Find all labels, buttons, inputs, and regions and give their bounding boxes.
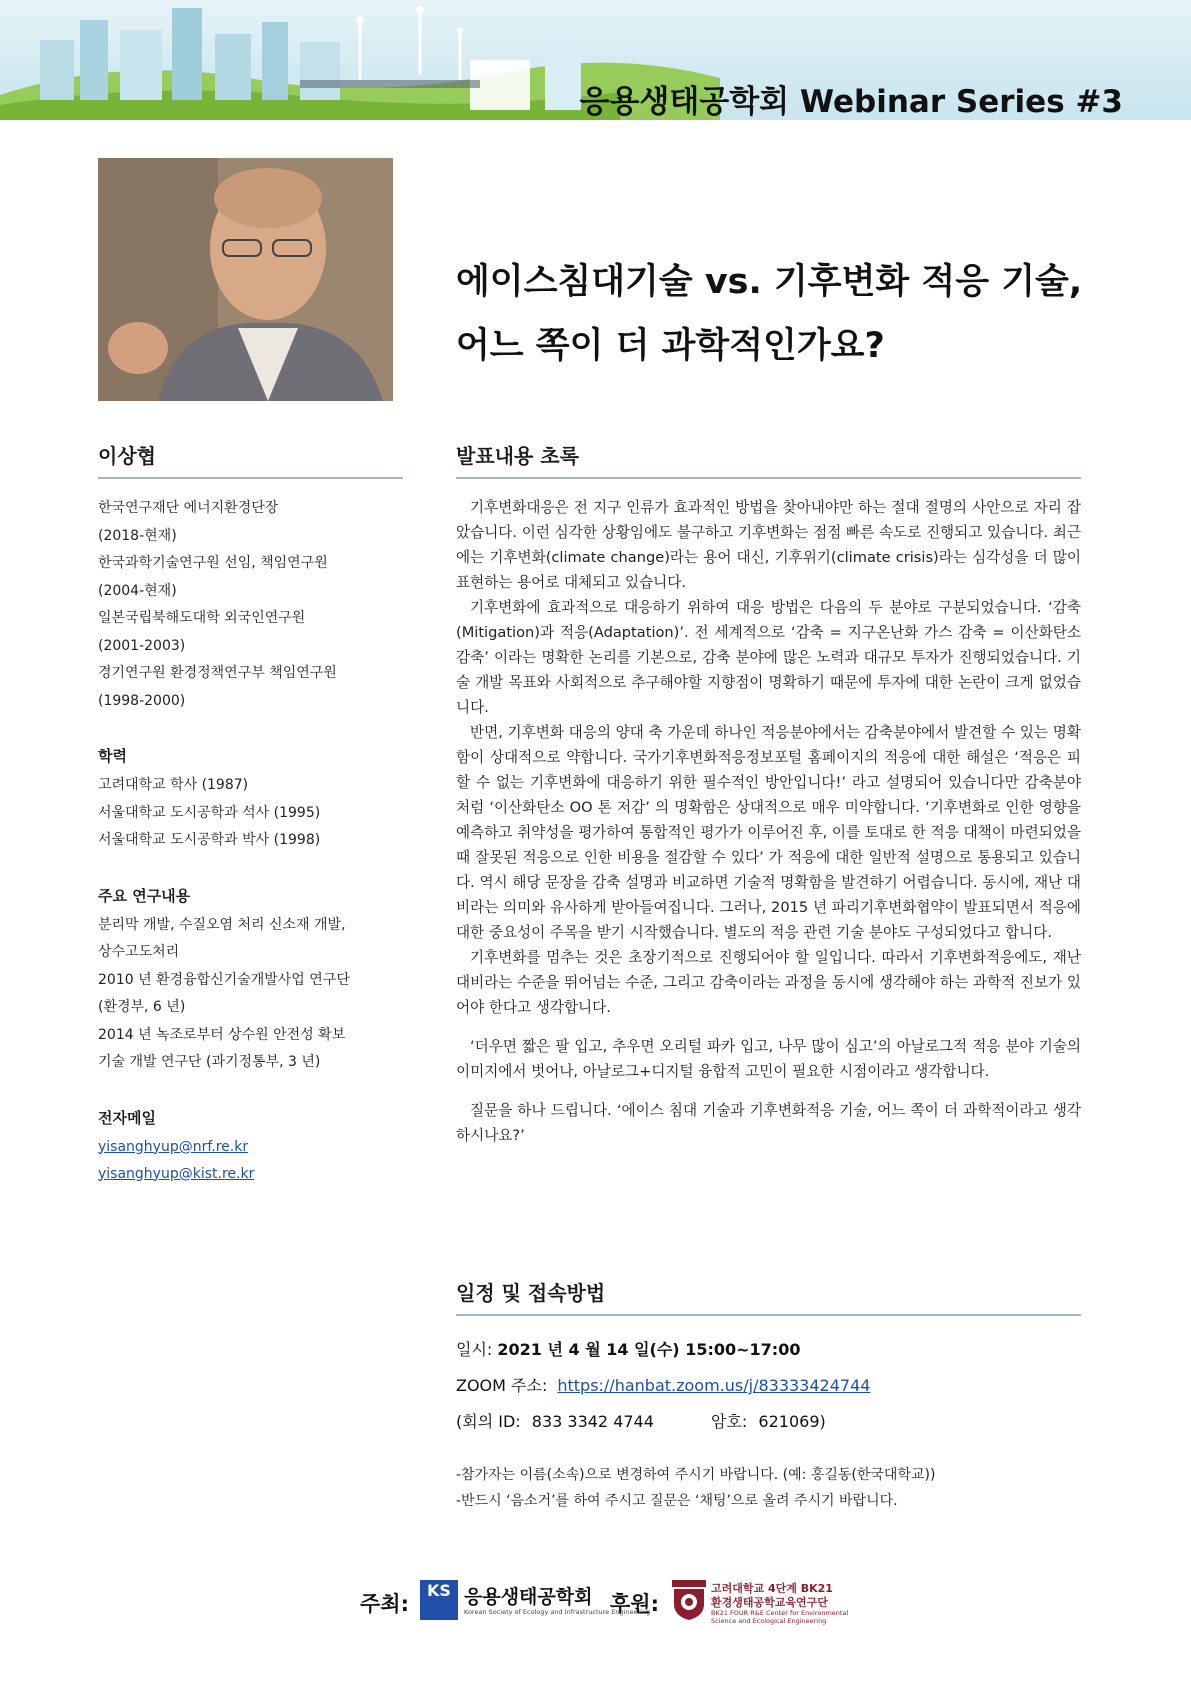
career-line: (2018-현재) [98,527,177,544]
research-line: 상수고도처리 [98,944,180,960]
research-line: 2010 년 환경융합신기술개발사업 연구단 [98,971,350,988]
schedule-heading: 일정 및 접속방법 [456,1277,1081,1316]
career-line: (2001-2003) [98,637,186,654]
schedule-meeting [456,1404,1081,1440]
sponsor-subtitle: BK21 FOUR R&E Center for Environmental Science and Ecological Engineering [711,1609,849,1625]
password-label: 암호: [711,1412,748,1431]
footer [0,1580,1191,1640]
talk-title [456,250,1156,378]
education-line: 고려대학교 학사 (1987) [98,777,249,793]
meeting-id-label: (회의 ID: [456,1412,521,1431]
zoom-link[interactable]: https://hanbat.zoom.us/j/83333424744 [557,1376,871,1395]
schedule-section [456,1277,1081,1514]
zoom-label: ZOOM 주소: [456,1376,548,1395]
webinar-series-title: 응용생태공학회 Webinar Series #3 [579,84,1123,120]
abstract-body [456,495,1081,1148]
career-line: (1998-2000) [98,692,186,709]
abstract-section [456,440,1081,1148]
schedule-zoom [456,1368,1081,1404]
abstract-paragraph: 반면, 기후변화 대응의 양대 축 가운데 하나인 적응분야에서는 감축분야에서 발견할 수 있는 명확함이 상대적으로 약합니다. 국가기후변화적응정보포털 홈페이지의 적응에 대한 해설은 ‘적응은 피할 수 없는 기후변화에 대응하기 위한 필수적인 방안입니다!’ 라고 설명되어 있습니다만 감축분야처럼 ‘이산화탄소 OO 톤 저감’ 의 명확함은 상대적으로 매우 미약합니다. ‘기후변화로 인한 영향을 예측하고 취약성을 평가하여 통합적인 평가가 이루어진 후, 이를 토대로 한 적응 대책이 마련되었을 때 잘못된 적응으로 인한 비용을 절감할 수 있다’ 가 적응에 대한 일반적 설명으로 통용되고 있습니다. 역시 해당 문장을 감축 설명과 비교하면 기술적 명확함을 발견하기 어렵습니다. 동시에, 재난 대비라는 의미와 유사하게 받아들여집니다. 그러나, 2015 년 파리기후변화협약이 발표되면서 적응에 대한 중요성이 주목을 받기 시작했습니다. 별도의 적응 관련 기술 분야도 구성되었다고 합니다. [456,724,1081,941]
talk-title-line-1: 에이스침대기술 vs. 기후변화 적응 기술, [456,262,1083,302]
sponsor-label: 후원: [610,1592,659,1616]
education-list [98,772,403,855]
abstract-heading: 발표내용 초록 [456,440,1081,479]
host-name: 응용생태공학회 [464,1586,593,1608]
abstract-paragraph: 질문을 하나 드립니다. ‘에이스 침대 기술과 기후변화적응 기술, 어느 쪽이 더 과학적이라고 생각하시나요?’ [456,1102,1081,1144]
abstract-paragraph: 기후변화에 효과적으로 대응하기 위하여 대응 방법은 다음의 두 분야로 구분되었습니다. ‘감축(Mitigation)과 적응(Adaptation)’. 전 세계적으로 ‘감축 = 지구온난화 가스 감축 = 이산화탄소 감축’ 이라는 명확한 논리를 기본으로, 감축 분야에 많은 노력과 대규모 투자가 진행되었습니다. 기술 개발 목표와 사회적으로 추구해야할 지향점이 명확하기 때문에 투자에 대한 논란이 크게 없었습니다. [456,599,1081,716]
education-line: 서울대학교 도시공학과 박사 (1998) [98,832,321,848]
email-link-kist[interactable]: yisanghyup@kist.re.kr [98,1165,255,1182]
schedule-date [456,1332,1081,1368]
research-list [98,912,403,1077]
speaker-photo [98,158,393,401]
research-line: 기술 개발 연구단 (과기정통부, 3 년) [98,1054,321,1070]
career-list [98,495,403,715]
ks-logo-icon: KS [420,1580,458,1620]
email-link-nrf[interactable]: yisanghyup@nrf.re.kr [98,1138,249,1155]
sponsor-line-2: 환경생태공학교육연구단 [711,1596,828,1609]
sponsor-line-1: 고려대학교 4단계 BK21 [711,1582,833,1595]
education-line: 서울대학교 도시공학과 석사 (1995) [98,804,321,821]
host-subtitle: Korean Society of Ecology and Infrastructure Engineering [464,1608,651,1616]
talk-title-line-2: 어느 쪽이 더 과학적인가요? [456,326,885,366]
abstract-paragraph: 기후변화를 멈추는 것은 초장기적으로 진행되어야 할 일입니다. 따라서 기후변화적응에도, 재난 대비라는 수준을 뛰어넘는 수준, 그리고 감축이라는 과정을 동시에 생각해야 하는 과학적 진보가 있어야 한다고 생각합니다. [456,949,1081,1016]
password: 621069) [758,1412,826,1431]
career-line: (2004-현재) [98,582,177,599]
host-label: 주최: [360,1592,409,1616]
date-label: 일시: [456,1340,498,1359]
header-banner [0,0,1191,120]
career-line: 한국과학기술연구원 선임, 책임연구원 [98,555,328,571]
speaker-name: 이상협 [98,440,403,479]
career-line: 일본국립북해도대학 외국인연구원 [98,610,306,626]
education-heading: 학력 [98,747,127,765]
korea-university-emblem-icon [672,1580,706,1620]
email-heading: 전자메일 [98,1108,156,1127]
abstract-paragraph: 기후변화대응은 전 지구 인류가 효과적인 방법을 찾아내야만 하는 절대 절명의 사안으로 자리 잡았습니다. 이런 심각한 상황임에도 불구하고 기후변화는 점점 빠른 속도로 진행되고 있습니다. 최근에는 기후변화(climate change)라는 용어 대신, 기후위기(climate crisis)라는 심각성을 더 많이 표현하는 용어로 대체되고 있습니다. [456,499,1081,591]
research-heading: 주요 연구내용 [98,886,191,905]
note-line: -반드시 ‘음소거’를 하여 주시고 질문은 ‘채팅’으로 올려 주시기 바랍니다. [456,1493,898,1509]
notes [456,1462,1081,1514]
note-line: -참가자는 이름(소속)으로 변경하여 주시기 바랍니다. (예: 홍길동(한국대학교)) [456,1467,936,1483]
date-value: 2021 년 4 월 14 일(수) 15:00~17:00 [497,1340,801,1359]
abstract-paragraph: ‘더우면 짧은 팔 입고, 추우면 오리털 파카 입고, 나무 많이 심고’의 아날로그적 적응 분야 기술의 이미지에서 벗어나, 아날로그+디지털 융합적 고민이 필요한 시점이라고 생각합니다. [456,1038,1081,1080]
career-line: 한국연구재단 에너지환경단장 [98,500,279,516]
speaker-profile [98,440,403,1188]
meeting-id: 833 3342 4744 [531,1412,654,1431]
research-line: (환경부, 6 년) [98,999,186,1015]
career-line: 경기연구원 환경정책연구부 책임연구원 [98,665,337,681]
research-line: 2014 년 녹조로부터 상수원 안전성 확보 [98,1026,346,1043]
research-line: 분리막 개발, 수질오염 처리 신소재 개발, [98,916,346,933]
